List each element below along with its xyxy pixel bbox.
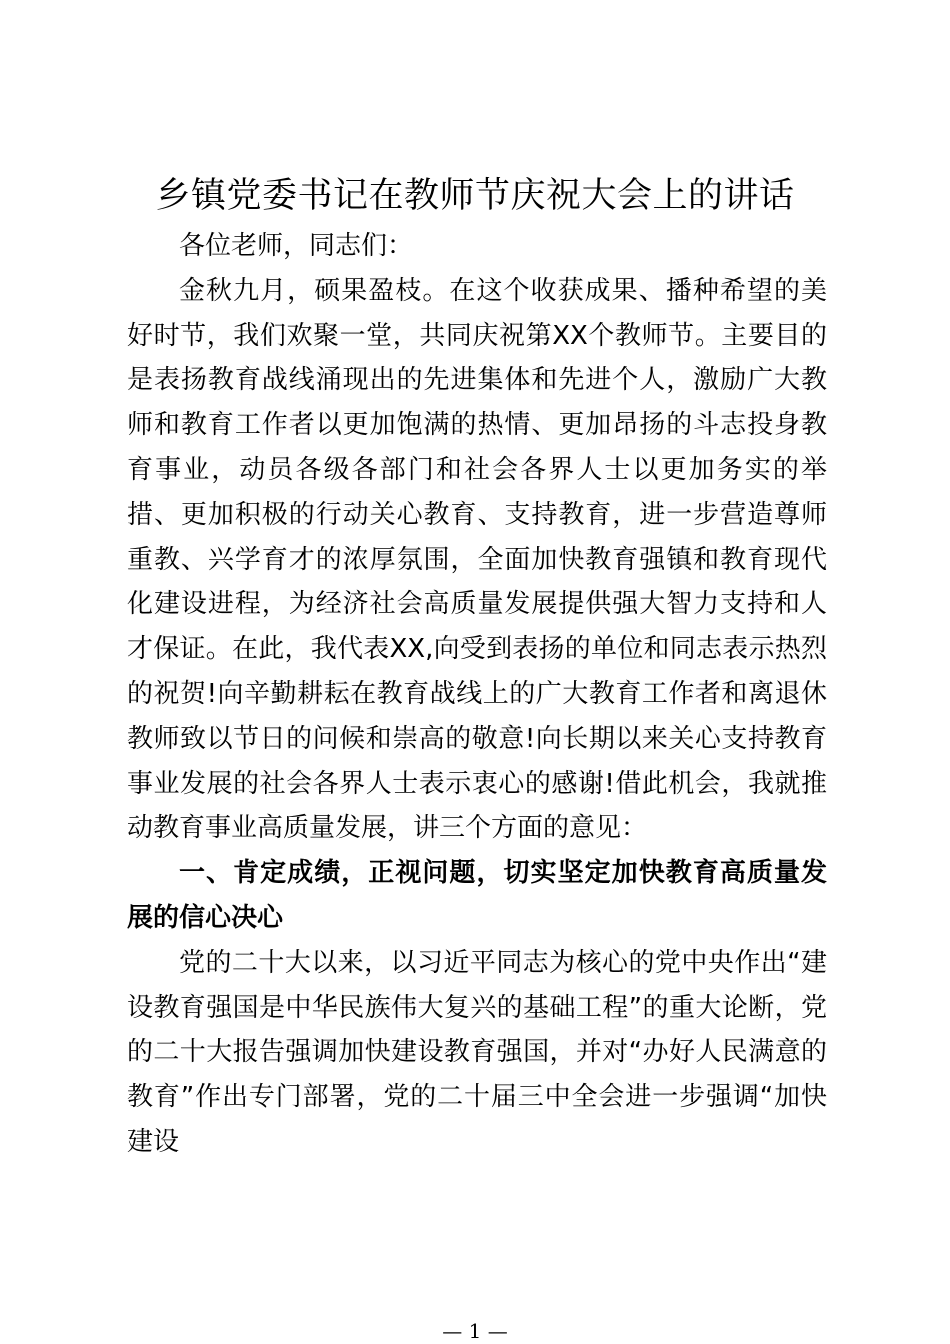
document-title: 乡镇党委书记在教师节庆祝大会上的讲话 xyxy=(155,176,795,216)
paragraph-opening: 金秋九月，硕果盈枝。在这个收获成果、播种希望的美好时节，我们欢聚一堂，共同庆祝第XX个教师节。主要目的是表扬教育战线涌现出的先进集体和先进个人，激励广大教师和教育工作者以更加饱满的热情、更加昂扬的斗志投身教育事业，动员各级各部门和社会各界人士以更加务实的举措、更加积极的行动关心教育、支持教育，进一步营造尊师重教、兴学育才的浓厚氛围，全面加快教育强镇和教育现代化建设进程，为经济社会高质量发展提供强大智力支持和人才保证。在此，我代表XX,向受到表扬的单位和同志表示热烈的祝贺!向辛勤耕耘在教育战线上的广大教育工作者和离退休教师致以节日的问候和崇高的敬意!向长期以来关心支持教育事业发展的社会各界人士表示衷心的感谢!借此机会，我就推动教育事业高质量发展，讲三个方面的意见： xyxy=(127,275,827,844)
section-heading-1: 一、肯定成绩，正视问题，切实坚定加快教育高质量发展的信心决心 xyxy=(127,858,827,933)
salutation: 各位老师，同志们： xyxy=(179,231,414,261)
document-body xyxy=(127,224,827,1165)
page-number: — 1 — xyxy=(442,1319,508,1343)
paragraph-section-1: 党的二十大以来，以习近平同志为核心的党中央作出“建设教育强国是中华民族伟大复兴的基础工程”的重大论断，党的二十大报告强调加快建设教育强国，并对“办好人民满意的教育”作出专门部署，党的二十届三中全会进一步强调“加快建设 xyxy=(127,947,827,1157)
